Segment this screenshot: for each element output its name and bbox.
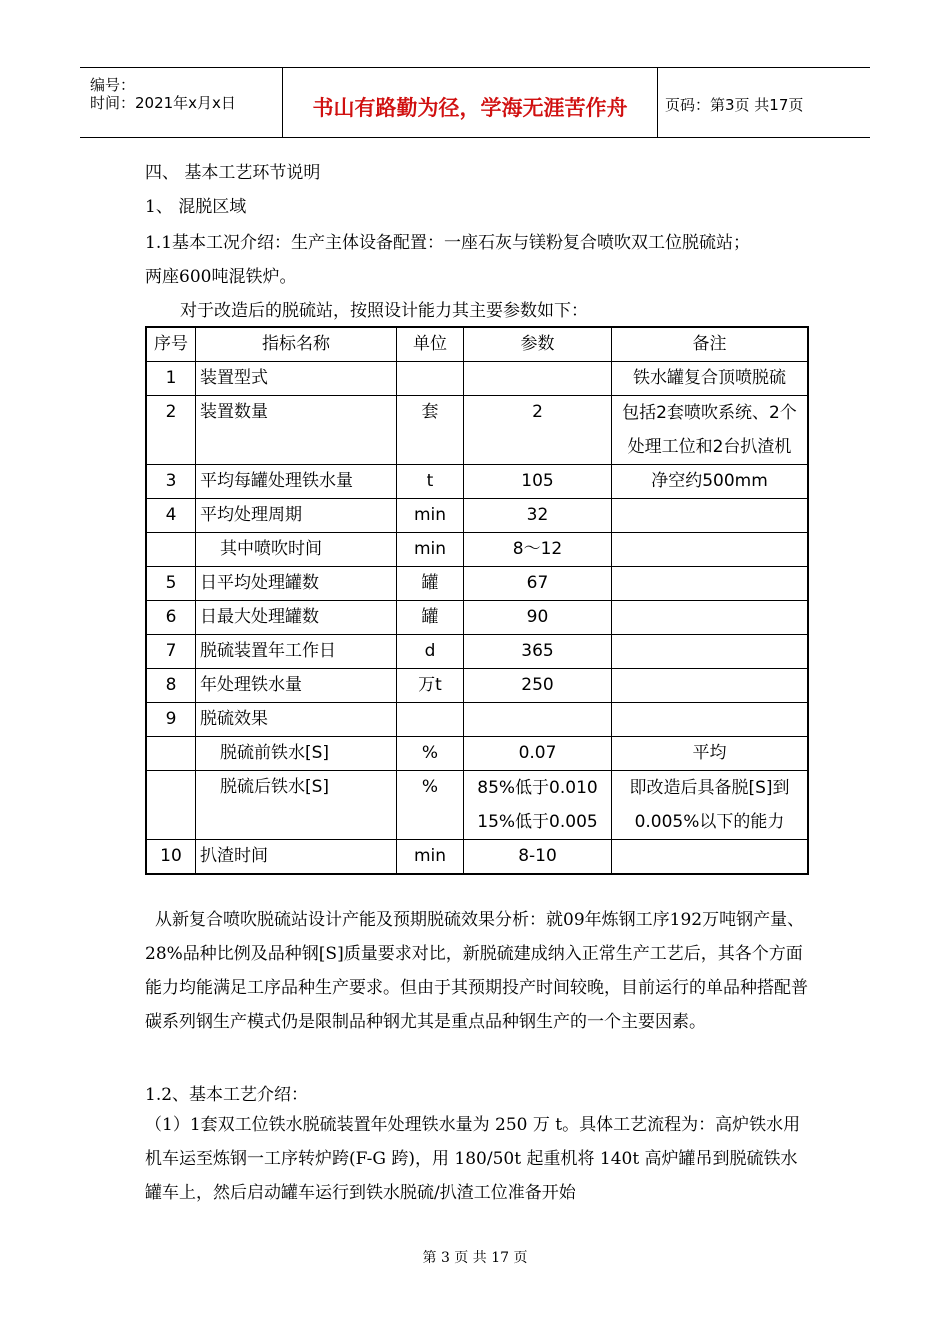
- cell-unit: d: [397, 635, 464, 669]
- cell-name: 平均处理周期: [196, 499, 397, 533]
- col-header: 参数: [464, 327, 612, 362]
- table-row: [146, 669, 808, 703]
- cell-name: 其中喷吹时间: [196, 533, 397, 567]
- cell-name: 装置型式: [196, 362, 397, 396]
- cell-unit: 套: [397, 396, 464, 465]
- table-row: [146, 465, 808, 499]
- cell-note: 铁水罐复合顶喷脱硫: [612, 362, 809, 396]
- cell-no: [146, 771, 196, 840]
- table-row: [146, 396, 808, 465]
- cell-note: [612, 533, 809, 567]
- process-paragraph: （1）1套双工位铁水脱硫装置年处理铁水量为 250 万 t。具体工艺流程为：高炉铁水用机车运至炼钢一工序转炉跨(F-G 跨)，用 180/50t 起重机将 140t 高炉罐吊到脱硫铁水罐车上，然后启动罐车运行到铁水脱硫/扒渣工位准备开始: [145, 1115, 801, 1203]
- table-intro: 对于改造后的脱硫站，按照设计能力其主要参数如下：: [180, 301, 588, 321]
- cell-no: 7: [146, 635, 196, 669]
- intro-line-1: 1.1基本工况介绍：生产主体设备配置：一座石灰与镁粉复合喷吹双工位脱硫站；: [145, 233, 751, 253]
- cell-unit: 罐: [397, 601, 464, 635]
- cell-no: [146, 533, 196, 567]
- cell-value: [464, 362, 612, 396]
- cell-value: 8～12: [464, 533, 612, 567]
- table-header-row: [146, 327, 808, 362]
- cell-value: 105: [464, 465, 612, 499]
- cell-value: 8-10: [464, 840, 612, 875]
- header-motto: 书山有路勤为径，学海无涯苦作舟: [312, 96, 628, 120]
- cell-value: 85%低于0.010 15%低于0.005: [464, 771, 612, 840]
- cell-note: 平均: [612, 737, 809, 771]
- cell-name: 日最大处理罐数: [196, 601, 397, 635]
- cell-unit: %: [397, 737, 464, 771]
- cell-name: 扒渣时间: [196, 840, 397, 875]
- cell-value: 90: [464, 601, 612, 635]
- cell-name: 年处理铁水量: [196, 669, 397, 703]
- cell-name: 脱硫装置年工作日: [196, 635, 397, 669]
- cell-value: 365: [464, 635, 612, 669]
- cell-name: 脱硫效果: [196, 703, 397, 737]
- table-row: [146, 533, 808, 567]
- table-row: [146, 601, 808, 635]
- table-row: [146, 362, 808, 396]
- page-footer: 第 3 页 共 17 页: [422, 1250, 528, 1266]
- table-row: [146, 567, 808, 601]
- cell-no: 6: [146, 601, 196, 635]
- cell-unit: [397, 362, 464, 396]
- cell-no: 3: [146, 465, 196, 499]
- col-header: 指标名称: [196, 327, 397, 362]
- cell-note: 包括2套喷吹系统、2个处理工位和2台扒渣机: [612, 396, 809, 465]
- cell-unit: 万t: [397, 669, 464, 703]
- table-row: [146, 635, 808, 669]
- document-time: 时间：2021年x月x日: [90, 94, 236, 112]
- header-motto-box: [282, 68, 658, 137]
- cell-unit: %: [397, 771, 464, 840]
- cell-name: 平均每罐处理铁水量: [196, 465, 397, 499]
- subsection-heading: 1、 混脱区域: [145, 197, 247, 217]
- cell-value: 67: [464, 567, 612, 601]
- cell-note: [612, 669, 809, 703]
- cell-note: [612, 840, 809, 875]
- cell-no: [146, 737, 196, 771]
- cell-value: 2: [464, 396, 612, 465]
- cell-unit: 罐: [397, 567, 464, 601]
- cell-unit: min: [397, 499, 464, 533]
- cell-value: 0.07: [464, 737, 612, 771]
- table-row: [146, 840, 808, 875]
- document-number-label: 编号：: [90, 76, 136, 94]
- intro-line-2: 两座600吨混铁炉。: [145, 267, 297, 287]
- table-row: [146, 737, 808, 771]
- cell-value: 32: [464, 499, 612, 533]
- table-row: [146, 771, 808, 840]
- cell-name: 脱硫后铁水[S]: [196, 771, 397, 840]
- parameter-table: [145, 326, 809, 875]
- cell-no: 2: [146, 396, 196, 465]
- cell-no: 1: [146, 362, 196, 396]
- cell-value: [464, 703, 612, 737]
- cell-note: [612, 499, 809, 533]
- cell-no: 10: [146, 840, 196, 875]
- cell-note: 即改造后具备脱[S]到0.005%以下的能力: [612, 771, 809, 840]
- cell-no: 8: [146, 669, 196, 703]
- cell-note: [612, 601, 809, 635]
- cell-unit: [397, 703, 464, 737]
- col-header: 单位: [397, 327, 464, 362]
- page-header: [80, 67, 870, 138]
- cell-unit: t: [397, 465, 464, 499]
- cell-no: 5: [146, 567, 196, 601]
- cell-no: 9: [146, 703, 196, 737]
- table-row: [146, 703, 808, 737]
- cell-unit: min: [397, 533, 464, 567]
- cell-note: 净空约500mm: [612, 465, 809, 499]
- header-page-box: [657, 68, 870, 137]
- header-meta: [80, 68, 282, 137]
- cell-name: 日平均处理罐数: [196, 567, 397, 601]
- col-header: 序号: [146, 327, 196, 362]
- cell-name: 装置数量: [196, 396, 397, 465]
- cell-note: [612, 635, 809, 669]
- cell-no: 4: [146, 499, 196, 533]
- cell-note: [612, 703, 809, 737]
- col-header: 备注: [612, 327, 809, 362]
- section-heading: 四、 基本工艺环节说明: [145, 163, 321, 183]
- header-page-info: 页码：第3页 共17页: [665, 96, 804, 114]
- cell-value: 250: [464, 669, 612, 703]
- table-row: [146, 499, 808, 533]
- cell-note: [612, 567, 809, 601]
- analysis-paragraph: 从新复合喷吹脱硫站设计产能及预期脱硫效果分析：就09年炼钢工序192万吨钢产量、28%品种比例及品种钢[S]质量要求对比，新脱硫建成纳入正常生产工艺后，其各个方面能力均能满足工序品种生产要求。但由于其预期投产时间较晚，目前运行的单品种搭配普碳系列钢生产模式仍是限制品种钢尤其是重点品种钢生产的一个主要因素。: [145, 910, 808, 1032]
- cell-unit: min: [397, 840, 464, 875]
- process-heading: 1.2、基本工艺介绍：: [145, 1085, 309, 1105]
- cell-name: 脱硫前铁水[S]: [196, 737, 397, 771]
